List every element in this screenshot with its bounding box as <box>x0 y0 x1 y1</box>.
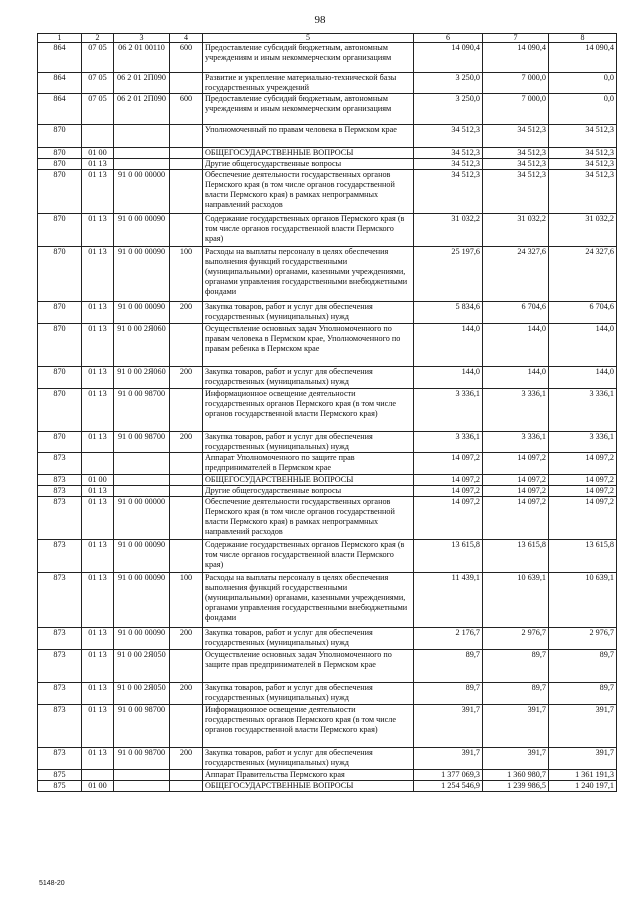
cell-section: 01 13 <box>82 324 114 367</box>
cell-section: 01 13 <box>82 432 114 453</box>
cell-amount-year-2: 34 512,3 <box>483 159 549 170</box>
cell-target-article: 91 0 00 98700 <box>114 705 170 748</box>
cell-admin-code: 873 <box>38 705 82 748</box>
document-code: 5148-20 <box>39 880 65 887</box>
cell-expense-type: 200 <box>170 432 203 453</box>
cell-target-article: 91 0 00 2Я050 <box>114 683 170 705</box>
cell-description: Аппарат Уполномоченного по защите прав предпринимателей в Пермском крае <box>203 453 414 475</box>
table-row <box>38 770 617 781</box>
cell-amount-year-1: 3 250,0 <box>414 73 483 94</box>
cell-amount-year-1: 1 254 546,9 <box>414 781 483 792</box>
cell-target-article: 91 0 00 98700 <box>114 389 170 432</box>
table-row <box>38 94 617 125</box>
cell-admin-code: 870 <box>38 125 82 148</box>
table-row <box>38 302 617 324</box>
cell-amount-year-1: 89,7 <box>414 650 483 683</box>
cell-admin-code: 870 <box>38 170 82 214</box>
cell-expense-type <box>170 540 203 573</box>
cell-target-article: 91 0 00 2Я060 <box>114 324 170 367</box>
cell-description: ОБЩЕГОСУДАРСТВЕННЫЕ ВОПРОСЫ <box>203 475 414 486</box>
cell-admin-code: 873 <box>38 628 82 650</box>
column-header: 5 <box>203 34 414 43</box>
table-row <box>38 748 617 770</box>
cell-target-article: 91 0 00 00090 <box>114 214 170 247</box>
cell-target-article: 91 0 00 00090 <box>114 540 170 573</box>
cell-expense-type <box>170 73 203 94</box>
cell-section: 01 00 <box>82 781 114 792</box>
cell-target-article: 91 0 00 98700 <box>114 748 170 770</box>
cell-amount-year-1: 3 250,0 <box>414 94 483 125</box>
cell-section: 01 13 <box>82 170 114 214</box>
cell-section: 07 05 <box>82 73 114 94</box>
cell-description: Обеспечение деятельности государственных органов Пермского края (в том числе органов государственной власти Пермского края) в рамках непрограммных направлений расходов <box>203 170 414 214</box>
cell-expense-type <box>170 214 203 247</box>
cell-description: Уполномоченный по правам человека в Пермском крае <box>203 125 414 148</box>
cell-amount-year-2: 1 239 986,5 <box>483 781 549 792</box>
cell-admin-code: 870 <box>38 247 82 302</box>
column-header: 3 <box>114 34 170 43</box>
cell-amount-year-1: 391,7 <box>414 705 483 748</box>
cell-expense-type: 200 <box>170 367 203 389</box>
cell-description: Расходы на выплаты персоналу в целях обеспечения выполнения функций государственными (муниципальными) органами, казенными учреждениями, органами управления государственными внебюджетными фондами <box>203 573 414 628</box>
cell-target-article: 06 2 01 2П090 <box>114 94 170 125</box>
cell-amount-year-3: 10 639,1 <box>549 573 617 628</box>
cell-amount-year-3: 0,0 <box>549 94 617 125</box>
cell-admin-code: 875 <box>38 781 82 792</box>
cell-amount-year-3: 89,7 <box>549 683 617 705</box>
cell-description: Закупка товаров, работ и услуг для обеспечения государственных (муниципальных) нужд <box>203 367 414 389</box>
cell-expense-type <box>170 650 203 683</box>
cell-amount-year-1: 25 197,6 <box>414 247 483 302</box>
cell-amount-year-3: 14 090,4 <box>549 43 617 73</box>
column-header: 4 <box>170 34 203 43</box>
cell-amount-year-1: 14 090,4 <box>414 43 483 73</box>
column-header: 6 <box>414 34 483 43</box>
cell-section <box>82 125 114 148</box>
cell-amount-year-2: 14 090,4 <box>483 43 549 73</box>
cell-amount-year-3: 391,7 <box>549 705 617 748</box>
cell-target-article <box>114 475 170 486</box>
cell-amount-year-2: 89,7 <box>483 650 549 683</box>
cell-section: 01 13 <box>82 389 114 432</box>
cell-expense-type <box>170 705 203 748</box>
cell-section: 01 13 <box>82 497 114 540</box>
cell-admin-code: 864 <box>38 73 82 94</box>
cell-expense-type: 600 <box>170 43 203 73</box>
cell-admin-code: 870 <box>38 324 82 367</box>
table-row <box>38 159 617 170</box>
cell-expense-type <box>170 453 203 475</box>
cell-section: 01 13 <box>82 705 114 748</box>
table-row <box>38 214 617 247</box>
cell-amount-year-3: 14 097,2 <box>549 497 617 540</box>
table-row <box>38 781 617 792</box>
cell-admin-code: 873 <box>38 497 82 540</box>
page-number: 98 <box>314 14 326 26</box>
cell-section: 01 13 <box>82 748 114 770</box>
cell-admin-code: 873 <box>38 475 82 486</box>
cell-expense-type <box>170 170 203 214</box>
cell-section: 01 00 <box>82 148 114 159</box>
cell-amount-year-3: 1 240 197,1 <box>549 781 617 792</box>
table-row <box>38 683 617 705</box>
cell-amount-year-1: 5 834,6 <box>414 302 483 324</box>
cell-section: 07 05 <box>82 94 114 125</box>
cell-target-article <box>114 453 170 475</box>
cell-section: 01 13 <box>82 683 114 705</box>
cell-target-article <box>114 770 170 781</box>
cell-amount-year-3: 31 032,2 <box>549 214 617 247</box>
cell-target-article: 91 0 00 00000 <box>114 497 170 540</box>
cell-admin-code: 873 <box>38 486 82 497</box>
cell-amount-year-3: 3 336,1 <box>549 432 617 453</box>
cell-description: Развитие и укрепление материально-технической базы государственных учреждений <box>203 73 414 94</box>
column-header-row <box>38 34 617 43</box>
cell-expense-type <box>170 497 203 540</box>
table-row <box>38 573 617 628</box>
cell-section: 01 13 <box>82 302 114 324</box>
cell-amount-year-1: 13 615,8 <box>414 540 483 573</box>
cell-description: Расходы на выплаты персоналу в целях обеспечения выполнения функций государственными (муниципальными) органами, казенными учреждениями, органами управления государственными внебюджетными фондами <box>203 247 414 302</box>
cell-amount-year-2: 10 639,1 <box>483 573 549 628</box>
cell-amount-year-2: 13 615,8 <box>483 540 549 573</box>
cell-amount-year-2: 14 097,2 <box>483 486 549 497</box>
cell-section: 01 13 <box>82 486 114 497</box>
cell-expense-type <box>170 159 203 170</box>
cell-amount-year-2: 31 032,2 <box>483 214 549 247</box>
cell-admin-code: 873 <box>38 573 82 628</box>
cell-expense-type <box>170 148 203 159</box>
column-header: 2 <box>82 34 114 43</box>
cell-admin-code: 870 <box>38 302 82 324</box>
cell-admin-code: 864 <box>38 43 82 73</box>
cell-description: Закупка товаров, работ и услуг для обеспечения государственных (муниципальных) нужд <box>203 302 414 324</box>
table-row <box>38 453 617 475</box>
cell-target-article: 91 0 00 98700 <box>114 432 170 453</box>
cell-description: ОБЩЕГОСУДАРСТВЕННЫЕ ВОПРОСЫ <box>203 781 414 792</box>
cell-target-article <box>114 159 170 170</box>
cell-amount-year-1: 14 097,2 <box>414 475 483 486</box>
cell-amount-year-2: 14 097,2 <box>483 475 549 486</box>
cell-amount-year-2: 14 097,2 <box>483 453 549 475</box>
cell-expense-type <box>170 125 203 148</box>
cell-amount-year-1: 11 439,1 <box>414 573 483 628</box>
cell-target-article: 06 2 01 00110 <box>114 43 170 73</box>
cell-amount-year-1: 14 097,2 <box>414 497 483 540</box>
cell-section: 01 13 <box>82 540 114 573</box>
cell-amount-year-1: 89,7 <box>414 683 483 705</box>
cell-description: ОБЩЕГОСУДАРСТВЕННЫЕ ВОПРОСЫ <box>203 148 414 159</box>
table-row <box>38 170 617 214</box>
cell-description: Другие общегосударственные вопросы <box>203 159 414 170</box>
cell-amount-year-2: 34 512,3 <box>483 125 549 148</box>
cell-section: 07 05 <box>82 43 114 73</box>
cell-amount-year-3: 13 615,8 <box>549 540 617 573</box>
cell-admin-code: 875 <box>38 770 82 781</box>
cell-expense-type: 100 <box>170 573 203 628</box>
cell-target-article: 91 0 00 2Я050 <box>114 650 170 683</box>
cell-amount-year-3: 14 097,2 <box>549 453 617 475</box>
cell-amount-year-2: 7 000,0 <box>483 73 549 94</box>
cell-target-article <box>114 148 170 159</box>
cell-amount-year-3: 144,0 <box>549 324 617 367</box>
cell-section: 01 13 <box>82 628 114 650</box>
cell-amount-year-1: 14 097,2 <box>414 486 483 497</box>
cell-description: Другие общегосударственные вопросы <box>203 486 414 497</box>
cell-section: 01 00 <box>82 475 114 486</box>
cell-amount-year-1: 31 032,2 <box>414 214 483 247</box>
budget-table <box>37 33 617 792</box>
cell-expense-type: 100 <box>170 247 203 302</box>
cell-admin-code: 873 <box>38 540 82 573</box>
cell-amount-year-1: 3 336,1 <box>414 389 483 432</box>
cell-amount-year-3: 24 327,6 <box>549 247 617 302</box>
cell-target-article: 91 0 00 00000 <box>114 170 170 214</box>
cell-target-article <box>114 781 170 792</box>
cell-description: Предоставление субсидий бюджетным, автономным учреждениям и иным некоммерческим организациям <box>203 43 414 73</box>
cell-amount-year-2: 3 336,1 <box>483 432 549 453</box>
cell-target-article: 91 0 00 00090 <box>114 573 170 628</box>
table-row <box>38 43 617 73</box>
table-row <box>38 73 617 94</box>
column-header: 7 <box>483 34 549 43</box>
table-row <box>38 432 617 453</box>
cell-section: 01 13 <box>82 650 114 683</box>
cell-section: 01 13 <box>82 367 114 389</box>
cell-admin-code: 864 <box>38 94 82 125</box>
cell-amount-year-2: 2 976,7 <box>483 628 549 650</box>
cell-target-article: 91 0 00 2Я060 <box>114 367 170 389</box>
table-row <box>38 497 617 540</box>
cell-amount-year-2: 1 360 980,7 <box>483 770 549 781</box>
cell-amount-year-3: 2 976,7 <box>549 628 617 650</box>
cell-target-article: 06 2 01 2П090 <box>114 73 170 94</box>
cell-description: Содержание государственных органов Пермского края (в том числе органов государственной власти Пермского края) <box>203 214 414 247</box>
cell-amount-year-2: 144,0 <box>483 324 549 367</box>
cell-description: Содержание государственных органов Пермского края (в том числе органов государственной власти Пермского края) <box>203 540 414 573</box>
table-row <box>38 247 617 302</box>
cell-amount-year-3: 14 097,2 <box>549 475 617 486</box>
cell-expense-type: 200 <box>170 302 203 324</box>
cell-amount-year-2: 3 336,1 <box>483 389 549 432</box>
cell-amount-year-3: 89,7 <box>549 650 617 683</box>
cell-amount-year-1: 144,0 <box>414 367 483 389</box>
cell-target-article <box>114 486 170 497</box>
cell-target-article <box>114 125 170 148</box>
cell-amount-year-3: 34 512,3 <box>549 125 617 148</box>
cell-amount-year-1: 34 512,3 <box>414 125 483 148</box>
cell-admin-code: 873 <box>38 453 82 475</box>
cell-description: Закупка товаров, работ и услуг для обеспечения государственных (муниципальных) нужд <box>203 748 414 770</box>
cell-amount-year-2: 34 512,3 <box>483 148 549 159</box>
table-row <box>38 389 617 432</box>
cell-amount-year-3: 14 097,2 <box>549 486 617 497</box>
cell-description: Осуществление основных задач Уполномоченного по правам человека в Пермском крае, Уполномоченного по правам ребенка в Пермском крае <box>203 324 414 367</box>
cell-description: Предоставление субсидий бюджетным, автономным учреждениям и иным некоммерческим организациям <box>203 94 414 125</box>
cell-target-article: 91 0 00 00090 <box>114 247 170 302</box>
cell-amount-year-1: 391,7 <box>414 748 483 770</box>
cell-expense-type: 200 <box>170 683 203 705</box>
cell-amount-year-2: 24 327,6 <box>483 247 549 302</box>
table-row <box>38 148 617 159</box>
cell-admin-code: 870 <box>38 148 82 159</box>
cell-amount-year-2: 14 097,2 <box>483 497 549 540</box>
cell-amount-year-3: 34 512,3 <box>549 170 617 214</box>
cell-amount-year-3: 0,0 <box>549 73 617 94</box>
cell-description: Закупка товаров, работ и услуг для обеспечения государственных (муниципальных) нужд <box>203 432 414 453</box>
cell-amount-year-3: 144,0 <box>549 367 617 389</box>
column-header: 1 <box>38 34 82 43</box>
cell-expense-type <box>170 486 203 497</box>
cell-amount-year-1: 144,0 <box>414 324 483 367</box>
cell-section: 01 13 <box>82 214 114 247</box>
cell-expense-type <box>170 324 203 367</box>
cell-amount-year-3: 3 336,1 <box>549 389 617 432</box>
table-row <box>38 125 617 148</box>
cell-amount-year-1: 34 512,3 <box>414 170 483 214</box>
column-header: 8 <box>549 34 617 43</box>
cell-admin-code: 870 <box>38 159 82 170</box>
cell-amount-year-3: 34 512,3 <box>549 148 617 159</box>
cell-expense-type <box>170 781 203 792</box>
cell-amount-year-3: 391,7 <box>549 748 617 770</box>
cell-admin-code: 870 <box>38 214 82 247</box>
cell-section <box>82 453 114 475</box>
cell-admin-code: 870 <box>38 432 82 453</box>
cell-amount-year-2: 391,7 <box>483 705 549 748</box>
table-row <box>38 486 617 497</box>
cell-description: Закупка товаров, работ и услуг для обеспечения государственных (муниципальных) нужд <box>203 683 414 705</box>
table-row <box>38 540 617 573</box>
cell-description: Информационное освещение деятельности государственных органов Пермского края (в том числе органов государственной власти Пермского края) <box>203 389 414 432</box>
cell-amount-year-3: 6 704,6 <box>549 302 617 324</box>
cell-section: 01 13 <box>82 247 114 302</box>
cell-description: Обеспечение деятельности государственных органов Пермского края (в том числе органов государственной власти Пермского края) в рамках непрограммных направлений расходов <box>203 497 414 540</box>
cell-expense-type: 200 <box>170 748 203 770</box>
cell-amount-year-1: 14 097,2 <box>414 453 483 475</box>
table-row <box>38 367 617 389</box>
cell-section: 01 13 <box>82 573 114 628</box>
cell-description: Закупка товаров, работ и услуг для обеспечения государственных (муниципальных) нужд <box>203 628 414 650</box>
cell-amount-year-2: 89,7 <box>483 683 549 705</box>
table-row <box>38 650 617 683</box>
cell-expense-type: 600 <box>170 94 203 125</box>
table-row <box>38 475 617 486</box>
cell-expense-type <box>170 389 203 432</box>
cell-admin-code: 873 <box>38 683 82 705</box>
cell-amount-year-3: 1 361 191,3 <box>549 770 617 781</box>
cell-amount-year-1: 34 512,3 <box>414 148 483 159</box>
cell-target-article: 91 0 00 00090 <box>114 302 170 324</box>
cell-admin-code: 870 <box>38 389 82 432</box>
cell-section <box>82 770 114 781</box>
cell-amount-year-2: 34 512,3 <box>483 170 549 214</box>
cell-amount-year-2: 391,7 <box>483 748 549 770</box>
cell-amount-year-1: 3 336,1 <box>414 432 483 453</box>
table-row <box>38 705 617 748</box>
cell-expense-type: 200 <box>170 628 203 650</box>
cell-description: Аппарат Правительства Пермского края <box>203 770 414 781</box>
table-row <box>38 324 617 367</box>
cell-expense-type <box>170 770 203 781</box>
cell-amount-year-3: 34 512,3 <box>549 159 617 170</box>
cell-admin-code: 870 <box>38 367 82 389</box>
cell-description: Информационное освещение деятельности государственных органов Пермского края (в том числе органов государственной власти Пермского края) <box>203 705 414 748</box>
cell-amount-year-1: 1 377 069,3 <box>414 770 483 781</box>
cell-admin-code: 873 <box>38 748 82 770</box>
cell-target-article: 91 0 00 00090 <box>114 628 170 650</box>
cell-admin-code: 873 <box>38 650 82 683</box>
cell-amount-year-1: 34 512,3 <box>414 159 483 170</box>
cell-amount-year-2: 6 704,6 <box>483 302 549 324</box>
cell-section: 01 13 <box>82 159 114 170</box>
cell-amount-year-2: 144,0 <box>483 367 549 389</box>
table-row <box>38 628 617 650</box>
cell-expense-type <box>170 475 203 486</box>
cell-amount-year-2: 7 000,0 <box>483 94 549 125</box>
cell-amount-year-1: 2 176,7 <box>414 628 483 650</box>
cell-description: Осуществление основных задач Уполномоченного по защите прав предпринимателей в Пермском крае <box>203 650 414 683</box>
